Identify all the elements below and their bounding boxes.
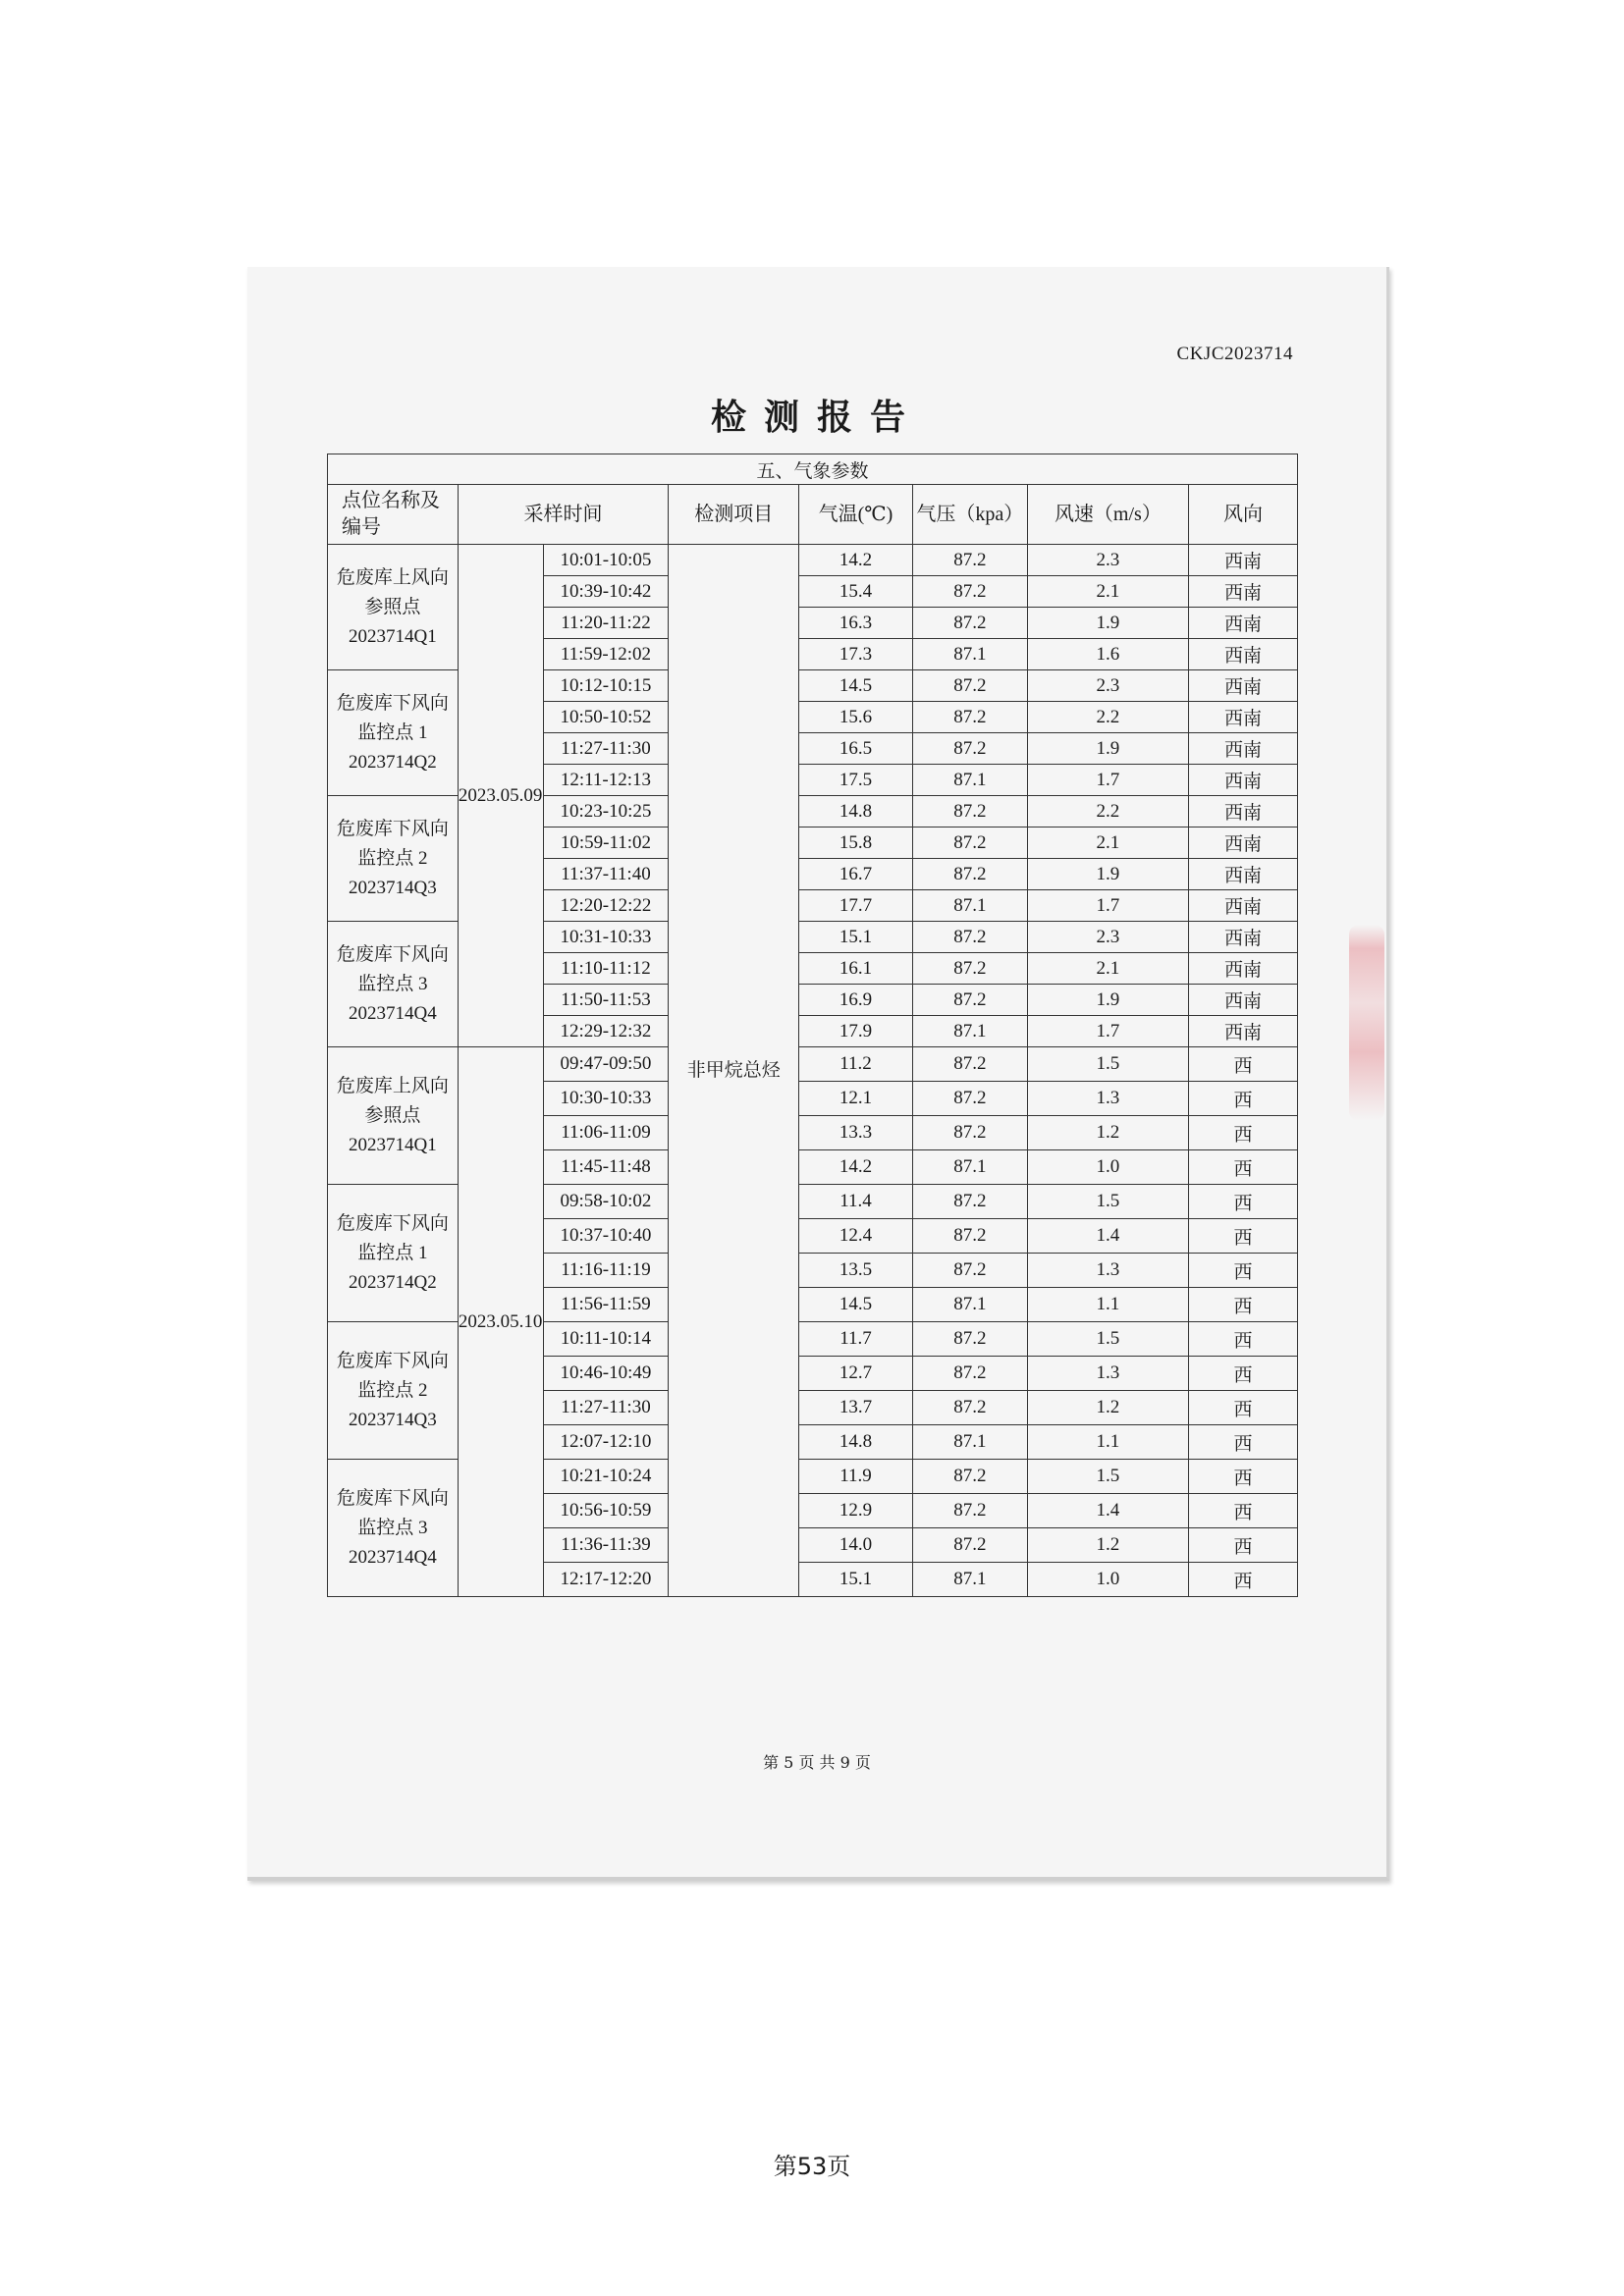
sampling-time-cell: 11:59-12:02 [543,639,669,670]
sampling-time-cell: 11:56-11:59 [543,1288,669,1322]
point-name-cell: 危废库下风向监控点 2 2023714Q3 [328,1322,459,1460]
point-name-cell: 危废库上风向参照点2023714Q1 [328,1047,459,1185]
sampling-time-cell: 12:11-12:13 [543,765,669,796]
test-item-cell: 非甲烷总烃 [669,545,799,1597]
temperature-cell: 14.2 [799,1150,913,1185]
wind-speed-cell: 2.3 [1027,545,1188,576]
pressure-cell: 87.2 [912,1254,1027,1288]
sampling-time-cell: 10:11-10:14 [543,1322,669,1357]
wind-direction-cell: 西南 [1188,670,1297,702]
wind-speed-cell: 2.1 [1027,953,1188,985]
temperature-cell: 14.0 [799,1528,913,1563]
sampling-time-cell: 11:36-11:39 [543,1528,669,1563]
point-name-cell: 危废库下风向监控点 1 2023714Q2 [328,670,459,796]
table-row [328,545,1298,576]
wind-speed-cell: 1.7 [1027,765,1188,796]
temperature-cell: 16.5 [799,733,913,765]
sampling-time-cell: 09:47-09:50 [543,1047,669,1082]
wind-speed-cell: 1.3 [1027,1357,1188,1391]
pressure-cell: 87.1 [912,1563,1027,1597]
pressure-cell: 87.2 [912,1082,1027,1116]
sampling-time-cell: 11:20-11:22 [543,608,669,639]
temperature-cell: 16.7 [799,859,913,890]
wind-direction-cell: 西 [1188,1563,1297,1597]
wind-direction-cell: 西 [1188,1047,1297,1082]
wind-direction-cell: 西南 [1188,953,1297,985]
pressure-cell: 87.1 [912,1288,1027,1322]
wind-direction-cell: 西南 [1188,985,1297,1016]
sampling-time-cell: 10:30-10:33 [543,1082,669,1116]
pressure-cell: 87.1 [912,1016,1027,1047]
wind-speed-cell: 1.2 [1027,1528,1188,1563]
sampling-time-cell: 10:31-10:33 [543,922,669,953]
wind-speed-cell: 1.2 [1027,1391,1188,1425]
wind-speed-cell: 1.3 [1027,1254,1188,1288]
sampling-time-cell: 11:06-11:09 [543,1116,669,1150]
sampling-time-cell: 10:21-10:24 [543,1460,669,1494]
pressure-cell: 87.2 [912,953,1027,985]
temperature-cell: 11.4 [799,1185,913,1219]
wind-speed-cell: 2.1 [1027,576,1188,608]
wind-direction-cell: 西南 [1188,1016,1297,1047]
wind-speed-cell: 1.3 [1027,1082,1188,1116]
wind-speed-cell: 1.9 [1027,608,1188,639]
wind-speed-cell: 1.9 [1027,985,1188,1016]
temperature-cell: 12.1 [799,1082,913,1116]
pressure-cell: 87.1 [912,639,1027,670]
temperature-cell: 12.9 [799,1494,913,1528]
temperature-cell: 14.5 [799,670,913,702]
temperature-cell: 12.4 [799,1219,913,1254]
wind-speed-cell: 1.4 [1027,1219,1188,1254]
temperature-cell: 13.5 [799,1254,913,1288]
temperature-cell: 14.8 [799,1425,913,1460]
temperature-cell: 14.5 [799,1288,913,1322]
point-name-cell: 危废库下风向监控点 2 2023714Q3 [328,796,459,922]
wind-speed-cell: 1.5 [1027,1322,1188,1357]
pressure-cell: 87.2 [912,576,1027,608]
pdf-page-number: 第53页 [773,2153,851,2180]
sampling-time-cell: 10:39-10:42 [543,576,669,608]
wind-direction-cell: 西 [1188,1357,1297,1391]
pressure-cell: 87.2 [912,859,1027,890]
sampling-time-cell: 11:10-11:12 [543,953,669,985]
wind-direction-cell: 西南 [1188,733,1297,765]
wind-speed-cell: 1.0 [1027,1150,1188,1185]
sampling-time-cell: 10:01-10:05 [543,545,669,576]
wind-direction-cell: 西 [1188,1391,1297,1425]
pressure-cell: 87.2 [912,1322,1027,1357]
pressure-cell: 87.2 [912,1047,1027,1082]
document-code: CKJC2023714 [1176,344,1293,364]
wind-direction-cell: 西 [1188,1494,1297,1528]
temperature-cell: 13.7 [799,1391,913,1425]
wind-speed-cell: 2.3 [1027,670,1188,702]
point-name-cell: 危废库下风向监控点 1 2023714Q2 [328,1185,459,1322]
wind-speed-cell: 1.0 [1027,1563,1188,1597]
wind-direction-cell: 西 [1188,1185,1297,1219]
pressure-cell: 87.1 [912,1150,1027,1185]
wind-direction-cell: 西 [1188,1425,1297,1460]
wind-speed-cell: 1.1 [1027,1425,1188,1460]
wind-speed-cell: 1.9 [1027,733,1188,765]
wind-speed-cell: 1.7 [1027,1016,1188,1047]
pressure-cell: 87.2 [912,796,1027,828]
sampling-time-cell: 12:29-12:32 [543,1016,669,1047]
wind-direction-cell: 西南 [1188,765,1297,796]
temperature-cell: 11.2 [799,1047,913,1082]
wind-direction-cell: 西 [1188,1150,1297,1185]
pressure-cell: 87.2 [912,922,1027,953]
sampling-time-cell: 11:16-11:19 [543,1254,669,1288]
temperature-cell: 17.9 [799,1016,913,1047]
wind-direction-cell: 西南 [1188,859,1297,890]
section-title: 五、气象参数 [328,454,1298,485]
sampling-time-cell: 10:56-10:59 [543,1494,669,1528]
temperature-cell: 15.1 [799,1563,913,1597]
sampling-time-cell: 10:37-10:40 [543,1219,669,1254]
temperature-cell: 11.9 [799,1460,913,1494]
wind-speed-cell: 2.1 [1027,828,1188,859]
wind-direction-cell: 西南 [1188,639,1297,670]
pressure-cell: 87.2 [912,828,1027,859]
header-wind-speed: 风速（m/s） [1027,485,1188,545]
sampling-time-cell: 11:27-11:30 [543,1391,669,1425]
wind-direction-cell: 西 [1188,1082,1297,1116]
temperature-cell: 14.8 [799,796,913,828]
wind-speed-cell: 2.3 [1027,922,1188,953]
wind-speed-cell: 1.7 [1027,890,1188,922]
wind-speed-cell: 2.2 [1027,702,1188,733]
temperature-cell: 15.6 [799,702,913,733]
wind-direction-cell: 西南 [1188,702,1297,733]
seal-stamp [1349,925,1384,1121]
header-pressure: 气压（kpa） [912,485,1027,545]
wind-speed-cell: 2.2 [1027,796,1188,828]
wind-speed-cell: 1.5 [1027,1460,1188,1494]
temperature-cell: 17.3 [799,639,913,670]
pressure-cell: 87.2 [912,1185,1027,1219]
sampling-time-cell: 12:20-12:22 [543,890,669,922]
temperature-cell: 15.8 [799,828,913,859]
wind-direction-cell: 西南 [1188,922,1297,953]
pressure-cell: 87.2 [912,1391,1027,1425]
wind-speed-cell: 1.6 [1027,639,1188,670]
header-temp: 气温(℃) [799,485,913,545]
sampling-time-cell: 12:17-12:20 [543,1563,669,1597]
wind-direction-cell: 西 [1188,1460,1297,1494]
sampling-time-cell: 09:58-10:02 [543,1185,669,1219]
wind-direction-cell: 西 [1188,1116,1297,1150]
sampling-time-cell: 11:45-11:48 [543,1150,669,1185]
temperature-cell: 17.7 [799,890,913,922]
sampling-date-cell: 2023.05.10 [458,1047,543,1597]
temperature-cell: 13.3 [799,1116,913,1150]
wind-speed-cell: 1.9 [1027,859,1188,890]
sampling-time-cell: 11:37-11:40 [543,859,669,890]
table-body [328,545,1298,1597]
wind-speed-cell: 1.2 [1027,1116,1188,1150]
pressure-cell: 87.2 [912,1116,1027,1150]
pressure-cell: 87.2 [912,545,1027,576]
sampling-time-cell: 12:07-12:10 [543,1425,669,1460]
pressure-cell: 87.2 [912,702,1027,733]
pressure-cell: 87.2 [912,608,1027,639]
sampling-time-cell: 10:59-11:02 [543,828,669,859]
point-name-cell: 危废库上风向参照点2023714Q1 [328,545,459,670]
wind-speed-cell: 1.5 [1027,1185,1188,1219]
pressure-cell: 87.2 [912,733,1027,765]
pressure-cell: 87.1 [912,890,1027,922]
header-wind-dir: 风向 [1188,485,1297,545]
wind-speed-cell: 1.1 [1027,1288,1188,1322]
wind-direction-cell: 西南 [1188,828,1297,859]
wind-speed-cell: 1.5 [1027,1047,1188,1082]
temperature-cell: 15.4 [799,576,913,608]
pressure-cell: 87.2 [912,985,1027,1016]
point-name-cell: 危废库下风向监控点 3 2023714Q4 [328,1460,459,1597]
document-title: 检测报告 [710,398,923,438]
pressure-cell: 87.2 [912,1460,1027,1494]
wind-direction-cell: 西南 [1188,608,1297,639]
meteorological-table [327,454,1298,1597]
wind-speed-cell: 1.4 [1027,1494,1188,1528]
document-page-number: 第 5 页 共 9 页 [763,1753,871,1772]
pressure-cell: 87.2 [912,1528,1027,1563]
wind-direction-cell: 西 [1188,1322,1297,1357]
pressure-cell: 87.2 [912,1494,1027,1528]
temperature-cell: 17.5 [799,765,913,796]
scanned-page [247,267,1389,1881]
wind-direction-cell: 西南 [1188,890,1297,922]
sampling-time-cell: 10:23-10:25 [543,796,669,828]
sampling-time-cell: 10:50-10:52 [543,702,669,733]
temperature-cell: 16.3 [799,608,913,639]
table-row [328,1047,1298,1082]
sampling-time-cell: 10:12-10:15 [543,670,669,702]
pressure-cell: 87.2 [912,1357,1027,1391]
temperature-cell: 11.7 [799,1322,913,1357]
pressure-cell: 87.2 [912,670,1027,702]
temperature-cell: 16.9 [799,985,913,1016]
sampling-date-cell: 2023.05.09 [458,545,543,1047]
header-item: 检测项目 [669,485,799,545]
temperature-cell: 16.1 [799,953,913,985]
temperature-cell: 12.7 [799,1357,913,1391]
temperature-cell: 15.1 [799,922,913,953]
sampling-time-cell: 11:50-11:53 [543,985,669,1016]
sampling-time-cell: 11:27-11:30 [543,733,669,765]
sampling-time-cell: 10:46-10:49 [543,1357,669,1391]
wind-direction-cell: 西 [1188,1219,1297,1254]
pressure-cell: 87.1 [912,1425,1027,1460]
wind-direction-cell: 西 [1188,1254,1297,1288]
wind-direction-cell: 西南 [1188,796,1297,828]
header-time: 采样时间 [458,485,669,545]
header-point: 点位名称及编号 [328,485,459,545]
temperature-cell: 14.2 [799,545,913,576]
wind-direction-cell: 西 [1188,1288,1297,1322]
wind-direction-cell: 西南 [1188,545,1297,576]
wind-direction-cell: 西 [1188,1528,1297,1563]
wind-direction-cell: 西南 [1188,576,1297,608]
pressure-cell: 87.1 [912,765,1027,796]
pressure-cell: 87.2 [912,1219,1027,1254]
point-name-cell: 危废库下风向监控点 3 2023714Q4 [328,922,459,1047]
